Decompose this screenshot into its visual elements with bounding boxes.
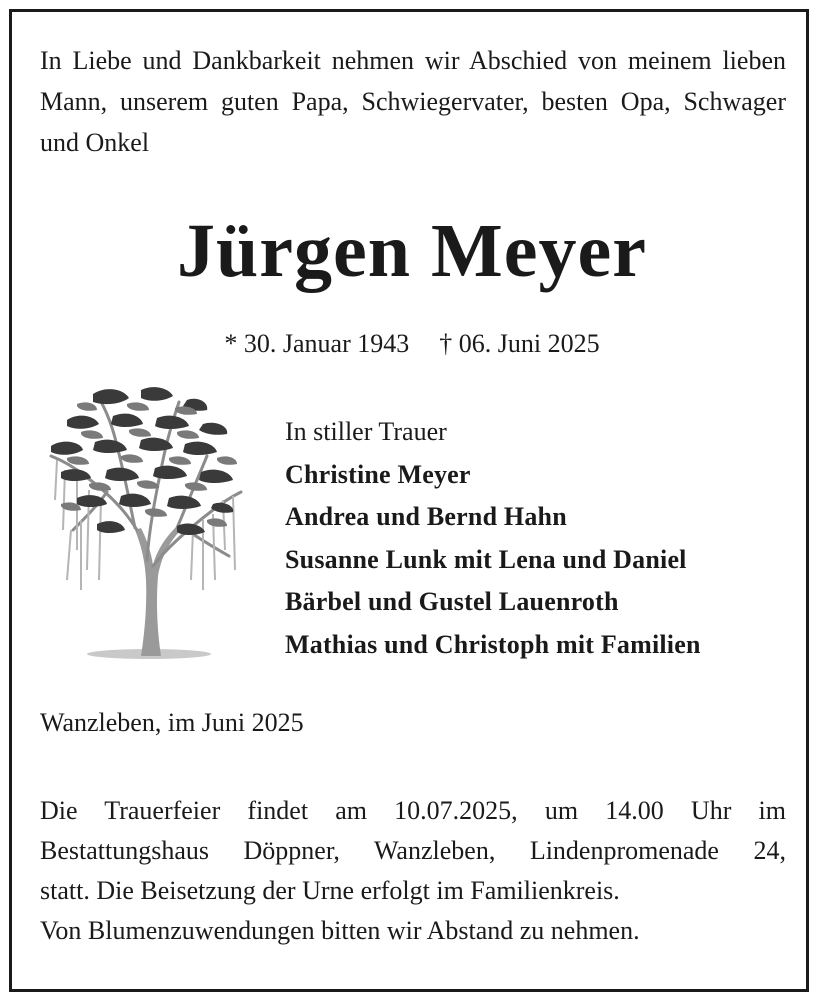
mourner-name: Bärbel und Gustel Lauenroth [285,587,619,616]
intro-text: In Liebe und Dankbarkeit nehmen wir Abschied von meinem lieben Mann, unserem guten Papa, Schwiegervater, besten Opa, Schwager und Onkel [40,46,786,157]
death-date: † 06. Juni 2025 [439,329,600,358]
mourner-name: Christine Meyer [285,459,471,489]
birth-date: * 30. Januar 1943 [224,329,410,358]
life-dates [12,327,812,361]
tree-icon [37,380,247,665]
mourner-name: Mathias und Christoph mit Familien [285,629,701,659]
mourner-name: Andrea und Bernd Hahn [285,502,567,531]
obituary-frame [9,9,809,992]
funeral-info-line: statt. Die Beisetzung der Urne erfolgt im Familienkreis. [40,876,620,905]
funeral-info-line: Die Trauerfeier findet am 10.07.2025, um 14.00 Uhr im [40,796,786,825]
mourners-list [285,411,805,666]
funeral-info-line: Bestattungshaus Döppner, Wanzleben, Lindenpromenade 24, [40,836,786,865]
deceased-name: Jürgen Meyer [177,209,647,293]
mourner-name: Susanne Lunk mit Lena und Daniel [285,544,687,574]
place-date: Wanzleben, im Juni 2025 [40,708,304,737]
funeral-info [40,791,786,951]
funeral-info-line: Von Blumenzuwendungen bitten wir Abstand zu nehmen. [40,916,640,945]
mourning-lead: In stiller Trauer [285,417,447,446]
